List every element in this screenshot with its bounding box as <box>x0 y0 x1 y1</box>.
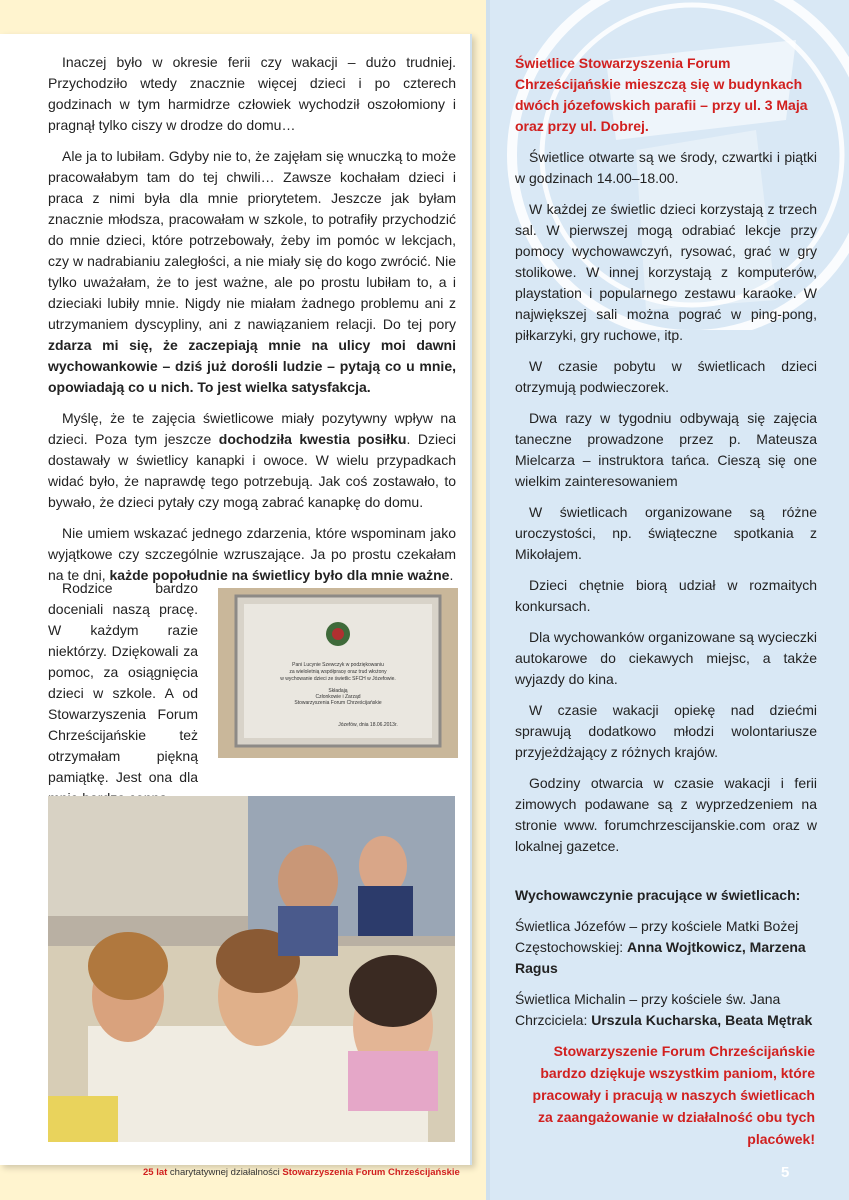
paragraph-1: Inaczej było w okresie ferii czy wakacji – dużo trudniej. Przychodziło wtedy znacznie więcej dzieci i po czterech godzinach w tym harmidrze człowiek wychodził oszołomiony i pragnął tylko ciszy w drodze do domu… <box>48 54 456 133</box>
right-paragraph-8: W czasie wakacji opiekę nad dziećmi sprawują dodatkowo młodzi wolontariusze przyjeżdżający z różnych krajów. <box>515 702 817 760</box>
page-number: 5 <box>781 1164 790 1181</box>
paragraph-2-bold: zdarza mi się, że zaczepiają mnie na ulicy moi dawni wychowankowie – dziś już dorośli ludzie – pytają co u mnie, opowiadają co u nich. To jest wielka satysfakcja. <box>48 337 456 395</box>
paragraph-5 <box>48 578 198 809</box>
paragraph-4 <box>48 523 456 586</box>
paragraph-3-bold: dochodziła kwestia posiłku <box>218 431 407 447</box>
page-divider <box>486 0 490 1200</box>
right-paragraph-6: Dzieci chętnie biorą udział w rozmaitych konkursach. <box>515 577 817 614</box>
right-paragraph-9: Godziny otwarcia w czasie wakacji i ferii zimowych podawane są z wyprzedzeniem na stronie www. forumchrzescijanskie.com oraz w lokalnej gazetce. <box>515 775 817 854</box>
paragraph-3 <box>48 408 456 513</box>
right-paragraph-1: Świetlice otwarte są we środy, czwartki i piątki w godzinach 14.00–18.00. <box>515 149 817 186</box>
team-michalin-names: Urszula Kucharska, Beata Mętrak <box>591 1012 813 1028</box>
footer <box>143 1167 460 1178</box>
right-paragraph-7: Dla wychowanków organizowane są wycieczki autokarowe do ciekawych miejsc, a także wyjazdy do kina. <box>515 629 817 687</box>
team-jozefow <box>515 916 817 979</box>
paragraph-2-text: Ale ja to lubiłam. Gdyby nie to, że zajęłam się wnuczką to może pracowałabym tam do tej chwili… Zawsze kochałam dzieci i praca z nimi była dla mnie priorytetem. Jeszcze jak byłam znacznie młodsza, pracowałam w szkole, to potrafiły przychodzić do mnie dzieci, które potrzebowały, żeby im pomóc w lekcjach, czy w nadrabianiu zaległości, a nie miały się do kogo zwrócić. Nie tylko uważałam, że to jest ważne, ale po prostu lubiłam to, a i dzieciaki lubiły mnie. Nigdy nie miałam żadnego problemu ani z utrzymaniem dyscypliny, ani z nawiązaniem relacji. Do tej pory <box>48 148 456 332</box>
paragraph-3-text-b: . Dzieci dostawały w świetlicy kanapki i owoce. W wielu przypadkach widać było, że naprawdę tego potrzebują. Jak coś zostawało, to bywało, że dzieci pytały czy mogą zabrać kanapkę do domu. <box>48 431 456 510</box>
paragraph-4-bold: każde popołudnie na świetlicy było dla mnie ważne <box>109 567 450 583</box>
right-paragraph-5: W świetlicach organizowane są różne uroczystości, np. świąteczne spotkania z Mikołajem. <box>515 504 817 562</box>
team-heading: Wychowawczynie pracujące w świetlicach: <box>515 887 801 903</box>
thank-you-note: Stowarzyszenie Forum Chrześcijańskie bardzo dziękuje wszystkim paniom, które pracowały i pracują w naszych świetlicach za zaangażowanie w działalność obu tych placówek! <box>532 1043 815 1147</box>
plaque-photo <box>218 588 458 758</box>
left-article <box>48 52 456 596</box>
footer-middle: charytatywnej działalności <box>167 1167 283 1178</box>
children-drawing-photo <box>48 796 455 1142</box>
plaque-line-5: Członkowie i Zarząd <box>315 694 361 700</box>
footer-years: 25 lat <box>143 1167 168 1178</box>
team-jozefow-names: Anna Wojtkowicz, Marzena Ragus <box>515 939 806 976</box>
plaque-line-1: Pani Lucynie Szewczyk w podziękowaniu <box>292 662 384 668</box>
plaque-image <box>218 588 458 758</box>
plaque-line-2: za wieloletnią współpracę oraz trud włożony <box>289 669 387 675</box>
footer-org: Stowarzyszenia Forum Chrześcijańskie <box>282 1167 460 1178</box>
plaque-line-3: w wychowanie dzieci ze świetlic SFCH w Józefowie. <box>280 676 396 682</box>
paragraph-2 <box>48 146 456 398</box>
right-info-column <box>515 53 817 1041</box>
right-heading: Świetlice Stowarzyszenia Forum Chrześcijańskie mieszczą się w budynkach dwóch józefowskich parafii – przy ul. 3 Maja oraz przy ul. Dobrej. <box>515 55 808 134</box>
team-jozefow-place: Świetlica Józefów – przy kościele Matki Bożej Częstochowskiej: <box>515 918 799 955</box>
right-paragraph-2: W każdej ze świetlic dzieci korzystają z trzech sal. W pierwszej mogą odrabiać lekcje przy pomocy wychowawczyń, rysować, grać w gry stolikowe. W innej korzystają z komputerów, playstation i popularnego zestawu karaoke. W największej sali można pograć w ping-pong, piłkarzyki, gry ruchowe, itp. <box>515 201 817 343</box>
plaque-line-7: Józefów, dnia 18.06.2013r. <box>338 722 398 728</box>
paragraph-4-text-b: . <box>449 567 454 583</box>
plaque-line-4: Składają <box>328 688 348 694</box>
plaque-line-6: Stowarzyszenia Forum Chrześcijańskie <box>294 700 382 706</box>
team-michalin-place: Świetlica Michalin – przy kościele św. Jana Chrzciciela: <box>515 991 781 1028</box>
spacer <box>515 867 817 885</box>
team-michalin <box>515 989 817 1031</box>
right-paragraph-3: W czasie pobytu w świetlicach dzieci otrzymują podwieczorek. <box>515 358 817 395</box>
right-paragraph-4: Dwa razy w tygodniu odbywają się zajęcia taneczne prowadzone przez p. Mateusza Mielcarza – instruktora tańca. Cieszą się one wielkim zainteresowaniem <box>515 410 817 489</box>
paragraph-5-text: Rodzice bardzo doceniali naszą pracę. W każdym razie niektórzy. Dziękowali za pomoc, za osiągnięcia dzieci w szkole. A od Stowarzyszenia Forum Chrześcijańskie też otrzymałam piękną pamiątkę. Jest ona dla <box>48 580 198 785</box>
paragraph-4-text-a: Nie umiem wskazać jednego zdarzenia, które wspominam jako wyjątkowe czy szczególnie wzruszające. Ja po prostu czekałam na te dni, <box>48 525 456 583</box>
paragraph-3-text-a: Myślę, że te zajęcia świetlicowe miały pozytywny wpływ na dzieci. Poza tym jeszcze <box>48 410 456 447</box>
